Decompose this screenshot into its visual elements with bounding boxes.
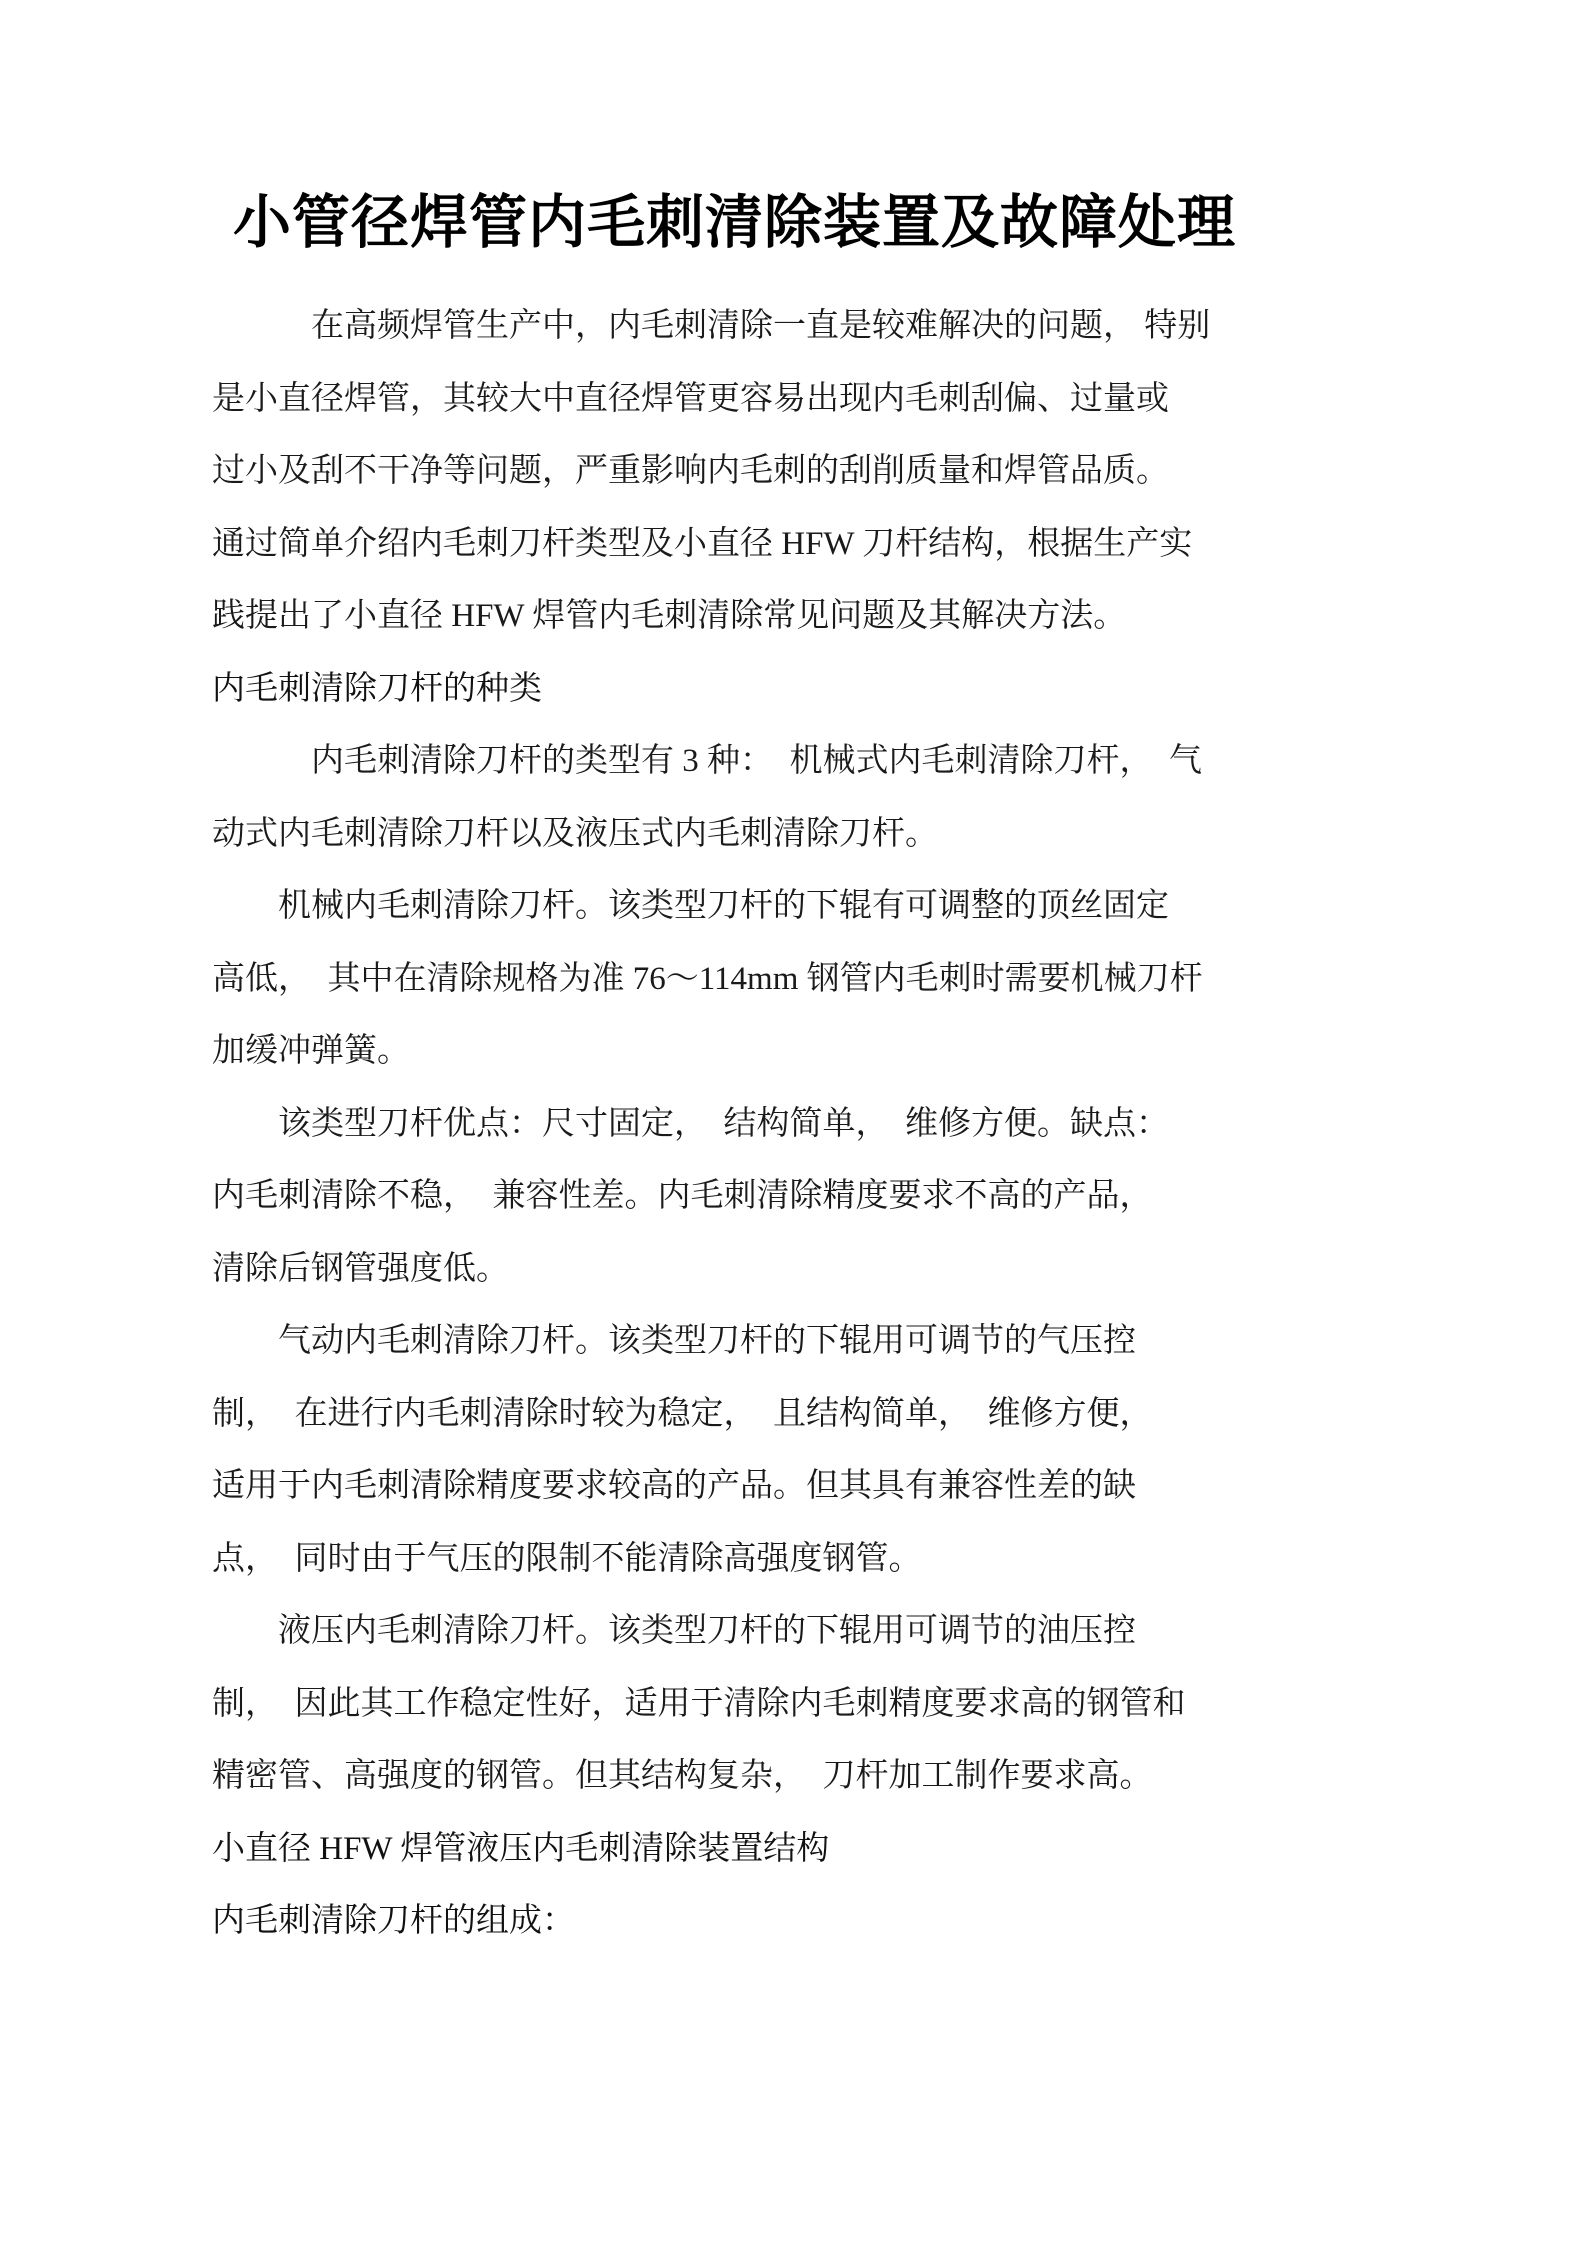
paragraph-line: 机械内毛刺清除刀杆。该类型刀杆的下辊有可调整的顶丝固定 (212, 888, 1169, 924)
paragraph-line: 过小及刮不干净等问题，严重影响内毛刺的刮削质量和焊管品质。 (212, 453, 1169, 489)
paragraph-line: 加缓冲弹簧。 (212, 1033, 410, 1069)
paragraph-line: 精密管、高强度的钢管。但其结构复杂， 刀杆加工制作要求高。 (212, 1758, 1153, 1794)
paragraph-line: 通过简单介绍内毛刺刀杆类型及小直径 HFW 刀杆结构，根据生产实 (212, 525, 1193, 562)
section-heading: 内毛刺清除刀杆的种类 (212, 670, 542, 707)
paragraph-line: 气动内毛刺清除刀杆。该类型刀杆的下辊用可调节的气压控 (212, 1323, 1136, 1359)
section-heading: 内毛刺清除刀杆的组成： (212, 1903, 575, 1939)
paragraph-line: 在高频焊管生产中，内毛刺清除一直是较难解决的问题， 特别 (212, 308, 1211, 344)
paragraph-line: 清除后钢管强度低。 (212, 1250, 509, 1287)
paragraph-line: 践提出了小直径 HFW 焊管内毛刺清除常见问题及其解决方法。 (212, 598, 1127, 634)
paragraph-line: 点， 同时由于气压的限制不能清除高强度钢管。 (212, 1540, 922, 1577)
paragraph-line: 制， 因此其工作稳定性好，适用于清除内毛刺精度要求高的钢管和 (212, 1685, 1186, 1722)
paragraph-line: 动式内毛刺清除刀杆以及液压式内毛刺清除刀杆。 (212, 815, 938, 852)
paragraph-line: 内毛刺清除刀杆的类型有 3 种： 机械式内毛刺清除刀杆， 气 (212, 743, 1202, 779)
document-content (212, 180, 1257, 1958)
paragraph-line: 该类型刀杆优点：尺寸固定， 结构简单， 维修方便。缺点： (212, 1105, 1169, 1142)
document-title: 小管径焊管内毛刺清除装置及故障处理 (232, 190, 1236, 255)
paragraph-line: 适用于内毛刺清除精度要求较高的产品。但其具有兼容性差的缺 (212, 1468, 1136, 1504)
paragraph-line: 内毛刺清除不稳， 兼容性差。内毛刺清除精度要求不高的产品， (212, 1178, 1153, 1214)
document-body (212, 290, 1257, 1958)
paragraph-line: 是小直径焊管，其较大中直径焊管更容易出现内毛刺刮偏、过量或 (212, 380, 1169, 417)
paragraph-line: 制， 在进行内毛刺清除时较为稳定， 且结构简单， 维修方便， (212, 1395, 1153, 1432)
paragraph-line: 高低， 其中在清除规格为准 76～114mm 钢管内毛刺时需要机械刀杆 (212, 960, 1203, 997)
section-heading: 小直径 HFW 焊管液压内毛刺清除装置结构 (212, 1830, 830, 1867)
paragraph-line: 液压内毛刺清除刀杆。该类型刀杆的下辊用可调节的油压控 (212, 1613, 1136, 1649)
